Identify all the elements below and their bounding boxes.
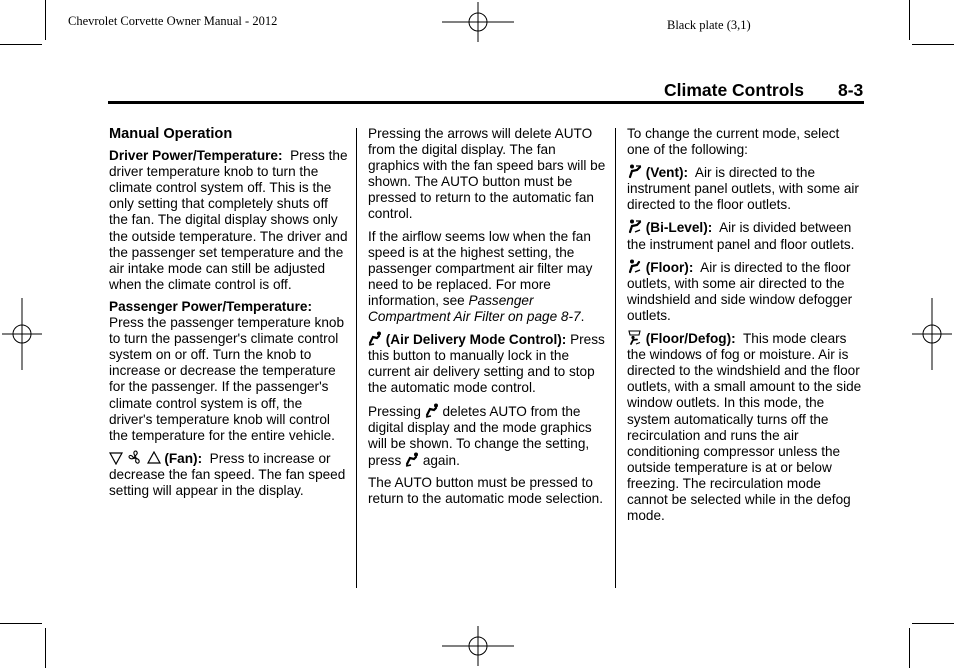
air-delivery-paragraph bbox=[368, 331, 606, 396]
crop-mark bbox=[45, 628, 46, 668]
air-delivery-text: Press this button to manually lock in the current air delivery setting and to stop the automatic mode control. bbox=[368, 332, 605, 396]
column-1 bbox=[109, 126, 349, 505]
section-heading: Manual Operation bbox=[109, 126, 233, 142]
floor-mode-icon bbox=[627, 259, 642, 274]
crop-mark bbox=[0, 623, 42, 624]
header-rule bbox=[108, 101, 864, 104]
bilevel-text: Air is divided between the instrument panel and floor outlets. bbox=[627, 220, 855, 252]
passenger-power-paragraph bbox=[109, 299, 349, 444]
airflow-paragraph bbox=[368, 229, 606, 326]
pressing-paragraph bbox=[368, 403, 606, 469]
auto-return-paragraph: The AUTO button must be pressed to return to the automatic mode selection. bbox=[368, 474, 603, 506]
arrows-paragraph: Pressing the arrows will delete AUTO from the digital display. The fan graphics with the fan speed bars will be shown. The AUTO button must be pressed to return to the automatic fan control. bbox=[368, 126, 606, 222]
registration-mark-icon bbox=[442, 2, 514, 42]
column-divider bbox=[615, 128, 616, 588]
pressing-text-a: Pressing bbox=[368, 403, 421, 419]
mode-intro-paragraph: To change the current mode, select one of the following: bbox=[627, 126, 840, 158]
air-delivery-mode-icon bbox=[425, 403, 439, 418]
air-delivery-mode-icon bbox=[405, 452, 419, 467]
registration-mark-icon bbox=[912, 298, 952, 370]
bilevel-paragraph bbox=[627, 219, 865, 252]
vent-term: (Vent): bbox=[645, 165, 689, 181]
vent-paragraph bbox=[627, 164, 865, 213]
vent-mode-icon bbox=[627, 164, 642, 179]
passenger-power-text: Press the passenger temperature knob to turn the passenger's climate control system on or off. Turn the knob to increase or decrease the temperature for the passenger. If the passenger's climate control system is off, the driver's temperature knob will control the temperature for the entire vehicle. bbox=[109, 315, 345, 443]
manual-title: Chevrolet Corvette Owner Manual - 2012 bbox=[68, 14, 278, 28]
triangle-up-icon bbox=[147, 451, 161, 465]
column-2 bbox=[368, 126, 606, 513]
airflow-period: . bbox=[580, 309, 585, 325]
vent-text: Air is directed to the instrument panel outlets, with some air directed to the floor outlets. bbox=[627, 165, 859, 213]
fan-paragraph bbox=[109, 450, 349, 499]
floor-defog-term: (Floor/Defog): bbox=[645, 331, 736, 347]
registration-mark-icon bbox=[2, 298, 42, 370]
crop-mark bbox=[45, 0, 46, 40]
fan-text: Press to increase or decrease the fan speed. The fan speed setting will appear in the display. bbox=[109, 450, 346, 498]
pressing-text-b: deletes AUTO from the digital display and the mode graphics will be shown. To change the setting, press bbox=[368, 403, 592, 468]
floor-term: (Floor): bbox=[645, 259, 694, 275]
crop-mark bbox=[909, 628, 910, 668]
driver-power-paragraph bbox=[109, 148, 349, 293]
crop-mark bbox=[912, 44, 954, 45]
bilevel-mode-icon bbox=[627, 219, 642, 234]
column-3 bbox=[627, 126, 865, 530]
passenger-power-term: Passenger Power/Temperature: bbox=[109, 298, 312, 314]
floor-defog-paragraph bbox=[627, 330, 865, 524]
triangle-down-icon bbox=[109, 451, 123, 465]
floor-text: Air is directed to the floor outlets, with some air directed to the windshield and side window defogger outlets. bbox=[627, 259, 853, 323]
floor-defog-mode-icon bbox=[627, 330, 642, 345]
crop-mark bbox=[909, 0, 910, 40]
registration-mark-icon bbox=[442, 626, 514, 666]
crop-mark bbox=[912, 623, 954, 624]
pressing-text-c: again. bbox=[422, 452, 460, 468]
section-title: Climate Controls bbox=[663, 80, 804, 100]
floor-paragraph bbox=[627, 259, 865, 324]
airflow-text: If the airflow seems low when the fan speed is at the highest setting, the passenger compartment air filter may need to be replaced. For more information, see bbox=[368, 228, 593, 308]
air-delivery-mode-icon bbox=[368, 331, 382, 346]
column-divider bbox=[356, 128, 357, 588]
plate-label: Black plate (3,1) bbox=[667, 18, 751, 32]
floor-defog-text: This mode clears the windows of fog or moisture. Air is directed to the windshield and the floor outlets, with a small amount to the side window outlets. In this mode, the system automatically turns off the recirculation and runs the air conditioning compressor unless the outside temperature is at or below freezing. The recirculation mode cannot be selected while in the defog mode. bbox=[627, 331, 862, 524]
cross-reference-link[interactable]: Passenger Compartment Air Filter on page 8-7 bbox=[368, 292, 581, 325]
crop-mark bbox=[0, 44, 42, 45]
driver-power-term: Driver Power/Temperature: bbox=[109, 148, 283, 164]
air-delivery-term: (Air Delivery Mode Control): bbox=[385, 332, 567, 348]
driver-power-text: Press the driver temperature knob to turn the climate control system off. This is the only setting that completely shuts off the fan. The digital display shows only the outside temperature. The driver and the passenger set temperature and the air intake mode can still be adjusted when the climate control is off. bbox=[109, 148, 348, 292]
fan-term: (Fan): bbox=[164, 450, 203, 466]
bilevel-term: (Bi-Level): bbox=[645, 220, 713, 236]
page-number: 8-3 bbox=[838, 80, 864, 100]
fan-icon bbox=[127, 450, 143, 465]
